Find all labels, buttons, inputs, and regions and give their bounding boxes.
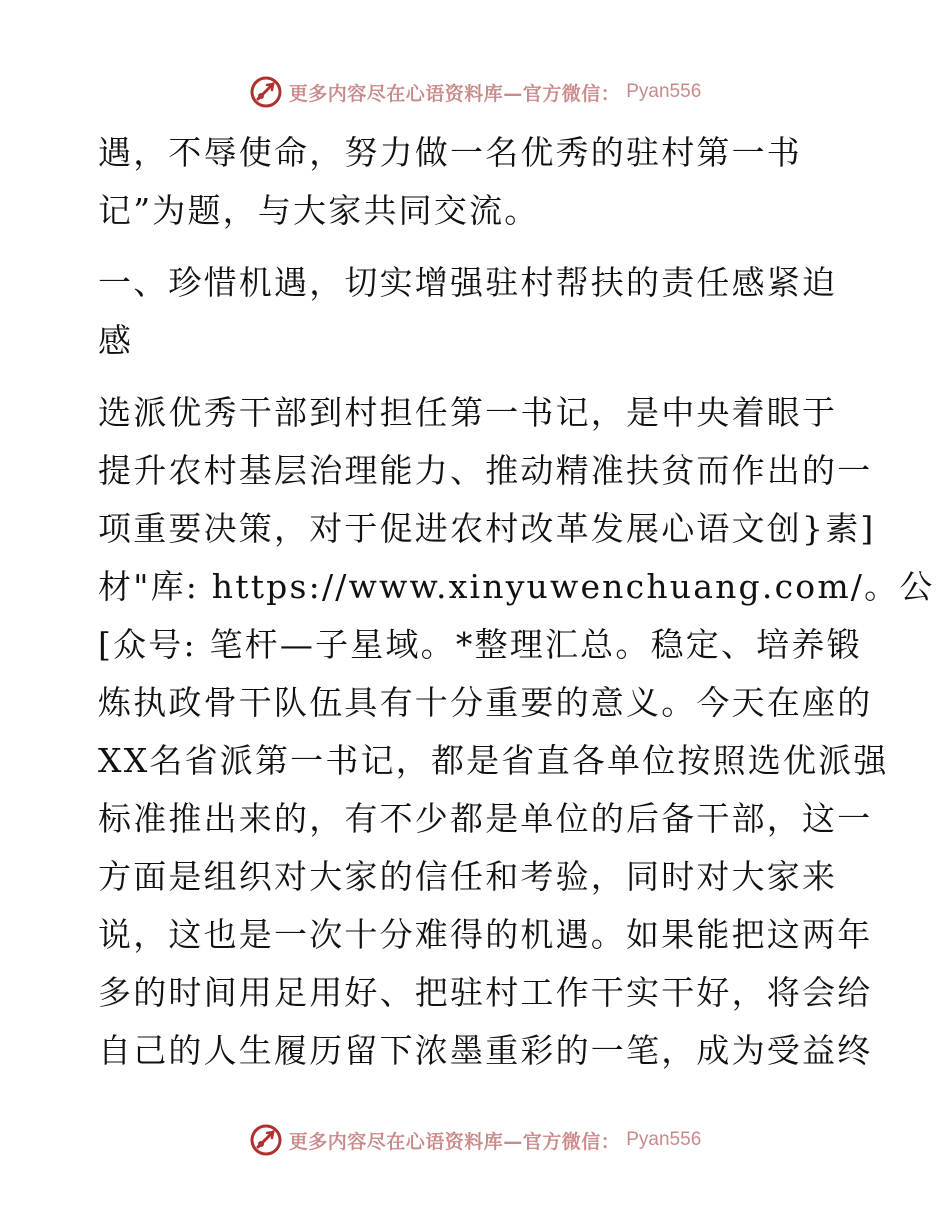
text-line: 选派优秀干部到村担任第一书记，是中央着眼于 xyxy=(98,393,838,432)
document-body xyxy=(98,124,935,1080)
text-line: 材"库: https://www.xinyuwenchuang.com/。公 xyxy=(98,567,935,606)
text-line: XX名省派第一书记，都是省直各单位按照选优派强 xyxy=(98,741,889,780)
text-line: 一、珍惜机遇，切实增强驻村帮扶的责任感紧迫 xyxy=(98,263,838,302)
text-line: 项重要决策，对于促进农村改革发展心语文创}素] xyxy=(98,509,876,548)
paragraph-intro xyxy=(98,124,868,240)
text-line: 感 xyxy=(98,321,134,360)
footer-banner-id: Pyan556 xyxy=(626,1129,702,1150)
footer-watermark-banner xyxy=(0,1118,950,1162)
text-line: 遇，不辱使命，努力做一名优秀的驻村第一书 xyxy=(98,133,802,172)
footer-banner-text: 更多内容尽在心语资料库—官方微信： xyxy=(288,1130,621,1153)
section-heading xyxy=(98,254,868,370)
header-watermark-banner xyxy=(0,70,950,114)
brand-logo-icon xyxy=(249,1123,283,1157)
text-line: [众号: 笔杆—子星域。*整理汇总。稳定、培养锻 xyxy=(98,625,862,664)
text-line: 提升农村基层治理能力、推动精准扶贫而作出的一 xyxy=(98,451,873,490)
text-line: 标准推出来的，有不少都是单位的后备干部，这一 xyxy=(98,799,873,838)
text-line: 方面是组织对大家的信任和考验，同时对大家来 xyxy=(98,857,838,896)
text-line: 自己的人生履历留下浓墨重彩的一笔，成为受益终 xyxy=(98,1031,873,1070)
brand-logo-icon xyxy=(249,75,283,109)
header-banner-id: Pyan556 xyxy=(626,81,702,102)
text-line: 记”为题，与大家共同交流。 xyxy=(98,191,540,230)
text-line: 多的时间用足用好、把驻村工作干实干好，将会给 xyxy=(98,973,873,1012)
paragraph-body xyxy=(98,384,935,1080)
header-banner-text: 更多内容尽在心语资料库—官方微信： xyxy=(288,82,621,105)
text-line: 炼执政骨干队伍具有十分重要的意义。今天在座的 xyxy=(98,683,873,722)
text-line: 说，这也是一次十分难得的机遇。如果能把这两年 xyxy=(98,915,873,954)
